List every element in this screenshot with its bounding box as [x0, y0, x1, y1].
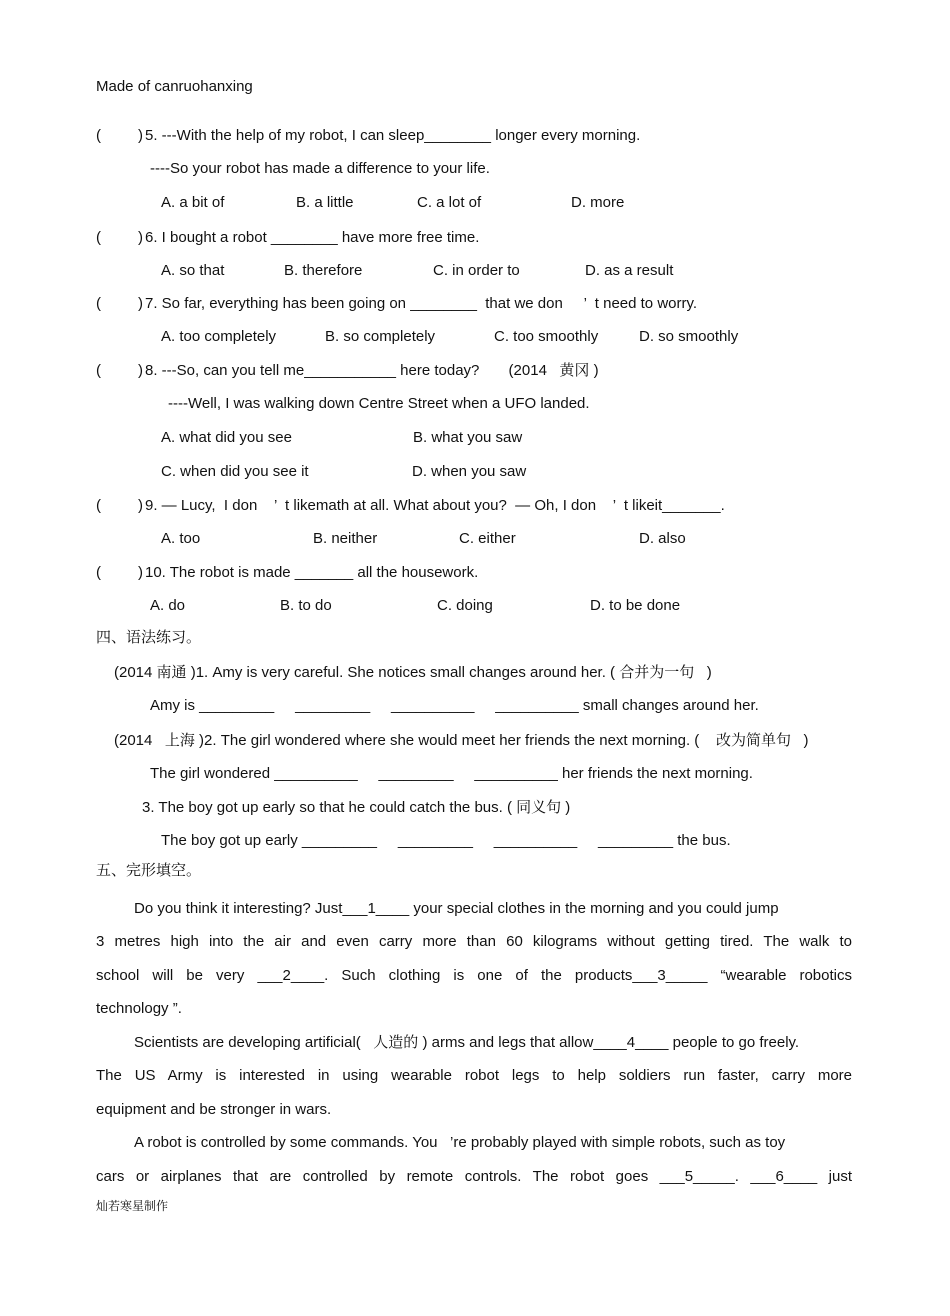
answer-paren-open: (: [96, 564, 101, 581]
option: C. in order to: [433, 262, 520, 279]
answer-paren-open: (: [96, 295, 101, 312]
answer-paren-open: (: [96, 362, 101, 379]
option: A. a bit of: [161, 194, 225, 211]
grammar-answer-line: The girl wondered __________ _________ __________ her friends the next morning.: [150, 765, 753, 782]
option: C. when did you see it: [161, 463, 309, 480]
cloze-paragraph-line: A robot is controlled by some commands. You ’re probably played with simple robots, such as toy: [134, 1134, 786, 1151]
option: D. as a result: [585, 262, 674, 279]
page-header: Made of canruohanxing: [96, 78, 253, 95]
option: B. therefore: [284, 262, 363, 279]
question-stem: 7. So far, everything has been going on ________ that we don ’ t need to worry.: [145, 295, 698, 312]
page-footer: 灿若寒星制作: [96, 1199, 169, 1213]
option: D. also: [639, 530, 686, 547]
cloze-paragraph-line: Scientists are developing artificial( 人造的 ) arms and legs that allow____4____ people to go freely.: [134, 1034, 800, 1051]
cloze-paragraph-line: 3 metres high into the air and even carry more than 60 kilograms without getting tired. The walk to: [96, 933, 852, 950]
option: D. so smoothly: [639, 328, 739, 345]
option: B. neither: [313, 530, 378, 547]
question-stem: 10. The robot is made _______ all the housework.: [145, 564, 479, 581]
option: C. too smoothly: [494, 328, 599, 345]
question-stem: 9. — Lucy, I don ’ t likemath at all. What about you? — Oh, I don ’ t likeit_______.: [145, 497, 725, 514]
option: A. too completely: [161, 328, 277, 345]
section-title-cloze: 五、完形填空。: [96, 862, 202, 879]
option: D. when you saw: [412, 463, 527, 480]
option: C. a lot of: [417, 194, 482, 211]
cloze-paragraph-line: cars or airplanes that are controlled by remote controls. The robot goes ___5_____. ___6____ just: [96, 1168, 852, 1185]
grammar-answer-line: The boy got up early _________ _________ __________ _________ the bus.: [161, 832, 731, 849]
option: A. too: [161, 530, 201, 547]
cloze-paragraph-line: Do you think it interesting? Just___1____ your special clothes in the morning and you could jump: [134, 900, 779, 917]
answer-paren-close: ): [138, 497, 143, 514]
answer-paren-close: ): [138, 362, 143, 379]
grammar-question: (2014 南通 )1. Amy is very careful. She notices small changes around her. ( 合并为一句 ): [114, 664, 712, 681]
option: A. do: [150, 597, 186, 614]
answer-paren-open: (: [96, 229, 101, 246]
cloze-paragraph-line: technology ”.: [96, 1000, 182, 1017]
question-reply: ----Well, I was walking down Centre Street when a UFO landed.: [168, 395, 590, 412]
grammar-question: 3. The boy got up early so that he could catch the bus. ( 同义句 ): [142, 799, 571, 816]
option: A. what did you see: [161, 429, 292, 446]
grammar-answer-line: Amy is _________ _________ __________ __________ small changes around her.: [150, 697, 759, 714]
question-reply: ----So your robot has made a difference to your life.: [150, 160, 490, 177]
cloze-paragraph-line: school will be very ___2____. Such clothing is one of the products___3_____ “wearable robotics: [96, 967, 852, 984]
option: D. more: [571, 194, 625, 211]
answer-paren-open: (: [96, 497, 101, 514]
option: B. what you saw: [413, 429, 523, 446]
answer-paren-close: ): [138, 127, 143, 144]
option: B. a little: [296, 194, 354, 211]
grammar-question: (2014 上海 )2. The girl wondered where she would meet her friends the next morning. ( 改为简单句 ): [114, 732, 809, 749]
section-title-grammar: 四、语法练习。: [96, 629, 202, 646]
question-stem: 6. I bought a robot ________ have more free time.: [145, 229, 480, 246]
option: D. to be done: [590, 597, 681, 614]
option: B. so completely: [325, 328, 436, 345]
answer-paren-close: ): [138, 229, 143, 246]
option: B. to do: [280, 597, 332, 614]
cloze-paragraph-line: equipment and be stronger in wars.: [96, 1101, 332, 1118]
answer-paren-close: ): [138, 295, 143, 312]
cloze-paragraph-line: The US Army is interested in using wearable robot legs to help soldiers run faster, carry more: [96, 1067, 852, 1084]
option: C. doing: [437, 597, 493, 614]
answer-paren-open: (: [96, 127, 101, 144]
option: A. so that: [161, 262, 225, 279]
option: C. either: [459, 530, 516, 547]
answer-paren-close: ): [138, 564, 143, 581]
question-stem: 5. ---With the help of my robot, I can sleep________ longer every morning.: [145, 127, 641, 144]
question-stem: 8. ---So, can you tell me___________ here today? (2014 黄冈 ): [145, 362, 599, 379]
